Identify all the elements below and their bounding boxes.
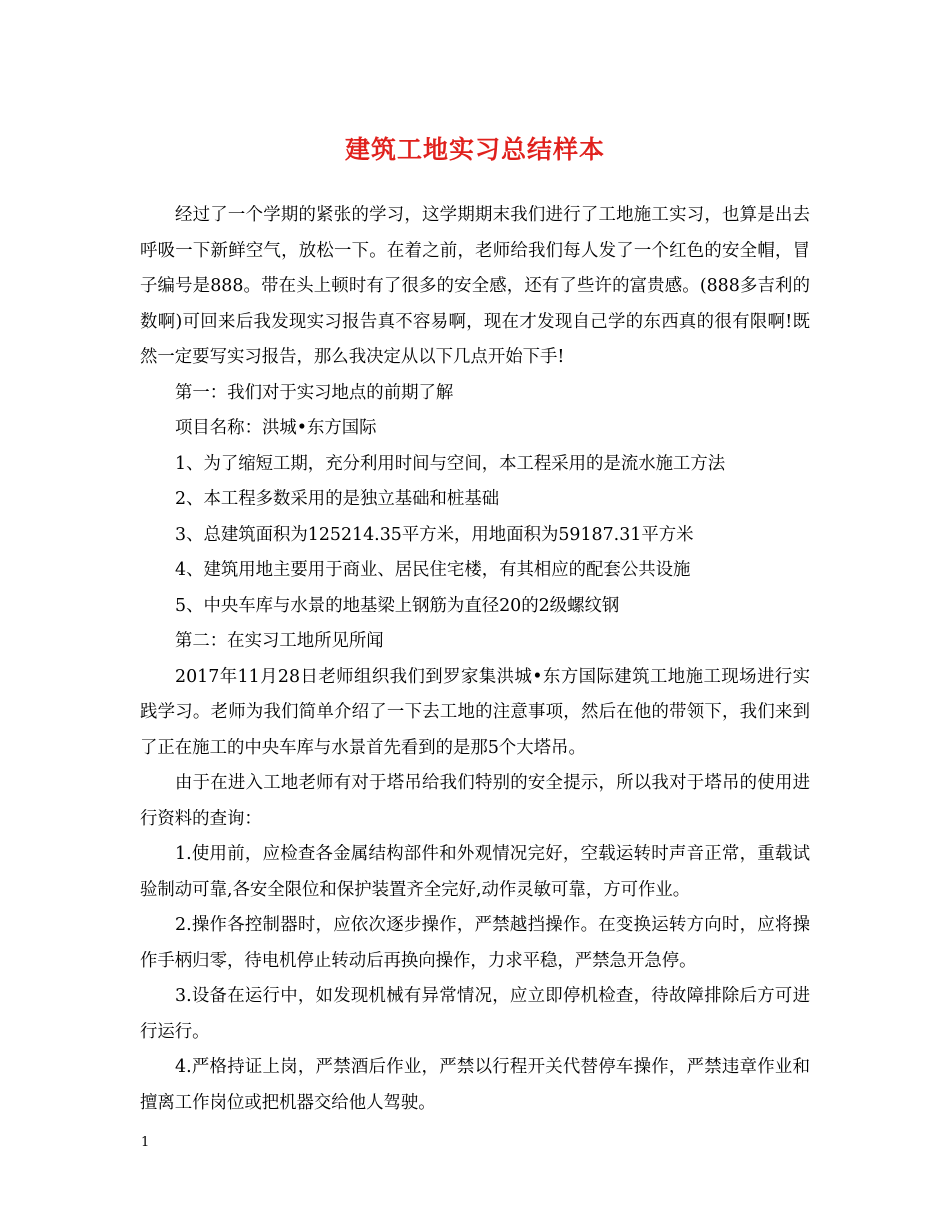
paragraph-project-name: 项目名称：洪城•东方国际 xyxy=(175,418,377,438)
page-number: 1 xyxy=(141,1135,150,1150)
document-body xyxy=(140,198,810,1121)
paragraph-section-one-heading: 第一：我们对于实习地点的前期了解 xyxy=(175,382,454,403)
paragraph-rule-3: 3.设备在运行中，如发现机械有异常情况，应立即停机检查，待故障排除后方可进行运行。 xyxy=(140,986,810,1042)
paragraph-rule-4: 4.严格持证上岗，严禁酒后作业，严禁以行程开关代替停车操作，严禁违章作业和擅离工作岗位或把机器交给他人驾驶。 xyxy=(140,1057,810,1113)
paragraph-item-3: 3、总建筑面积为125214.35平方米，用地面积为59187.31平方米 xyxy=(175,524,694,545)
paragraph-crane-safety: 由于在进入工地老师有对于塔吊给我们特别的安全提示，所以我对于塔吊的使用进行资料的查询： xyxy=(140,773,810,829)
paragraph-item-5: 5、中央车库与水景的地基梁上钢筋为直径20的2级螺纹钢 xyxy=(175,595,620,616)
paragraph-item-4: 4、建筑用地主要用于商业、居民住宅楼，有其相应的配套公共设施 xyxy=(175,560,691,580)
paragraph-item-2: 2、本工程多数采用的是独立基础和桩基础 xyxy=(175,489,500,509)
paragraph-intro: 经过了一个学期的紧张的学习，这学期期末我们进行了工地施工实习，也算是出去呼吸一下新鲜空气，放松一下。在着之前，老师给我们每人发了一个红色的安全帽，冒子编号是888。带在头上顿时有了很多的安全感，还有了些许的富贵感。(888多吉利的数啊)可回来后我发现实习报告真不容易啊，现在才发现自己学的东西真的很有限啊!既然一定要写实习报告，那么我决定从以下几点开始下手! xyxy=(140,205,810,367)
paragraph-item-1: 1、为了缩短工期，充分利用时间与空间，本工程采用的是流水施工方法 xyxy=(175,453,726,474)
document-title: 建筑工地实习总结样本 xyxy=(344,135,605,164)
paragraph-rule-2: 2.操作各控制器时，应依次逐步操作，严禁越挡操作。在变换运转方向时，应将操作手柄归零，待电机停止转动后再换向操作，力求平稳，严禁急开急停。 xyxy=(140,915,810,971)
paragraph-site-visit: 2017年11月28日老师组织我们到罗家集洪城•东方国际建筑工地施工现场进行实践学习。老师为我们简单介绍了一下去工地的注意事项，然后在他的带领下，我们来到了正在施工的中央车库与水景首先看到的是那5个大塔吊。 xyxy=(140,666,810,758)
paragraph-section-two-heading: 第二：在实习工地所见所闻 xyxy=(175,631,384,651)
paragraph-rule-1: 1.使用前，应检查各金属结构部件和外观情况完好，空载运转时声音正常，重载试验制动可靠,各安全限位和保护装置齐全完好,动作灵敏可靠，方可作业。 xyxy=(140,844,810,900)
